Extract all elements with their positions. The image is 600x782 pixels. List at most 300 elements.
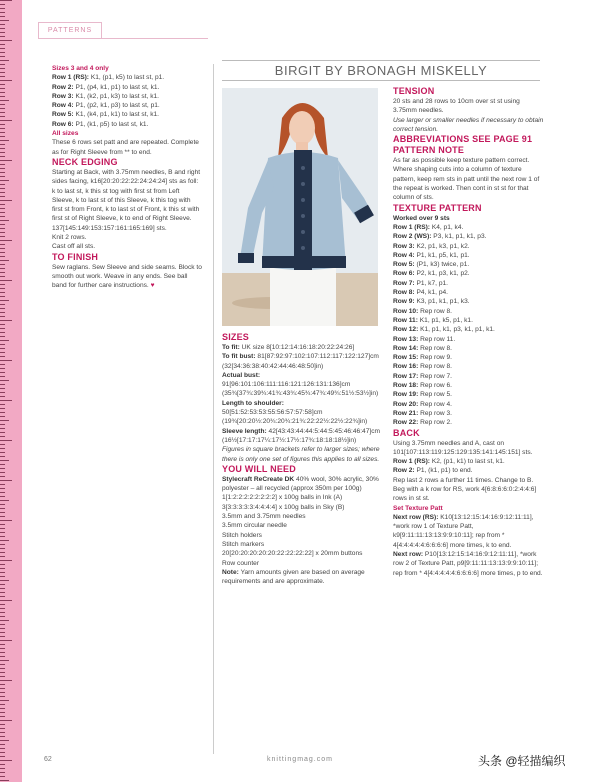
ruler-tick bbox=[0, 264, 5, 265]
sizes-list bbox=[222, 343, 380, 445]
ruler-tick bbox=[0, 228, 5, 229]
pattern-row bbox=[393, 251, 545, 260]
ruler-tick bbox=[0, 32, 5, 33]
ruler-tick bbox=[0, 504, 5, 505]
ruler-tick bbox=[0, 492, 5, 493]
pattern-row bbox=[52, 92, 202, 101]
pattern-row bbox=[393, 372, 545, 381]
row-text: P1, k1, p5, k1, p1. bbox=[414, 251, 470, 259]
row-label: Row 7: bbox=[393, 279, 415, 287]
neck-text-2: Knit 2 rows. bbox=[52, 234, 87, 242]
heading-neck-edging: NECK EDGING bbox=[52, 156, 118, 167]
ruler-tick bbox=[0, 148, 5, 149]
ruler-tick bbox=[0, 64, 5, 65]
tab-rule bbox=[38, 38, 208, 39]
pattern-row bbox=[52, 83, 202, 92]
column-divider bbox=[213, 64, 214, 754]
ruler-tick bbox=[0, 596, 5, 597]
neck-text: Starting at Back, with 3.75mm needles, B and right sides facing, k16[20:20:22:22:24:24:24] sts as foll: k to last st, k this st tog with first st from Left Sleeve, k to last st of this Sleeve, k this tog with first st from Front, k to last st of Front, k this st with first st of Right Sleeve, k to end of Right Sleeve. 137[145:149:153:157:161:165:169] sts. bbox=[52, 168, 201, 232]
pattern-row bbox=[393, 297, 545, 306]
texture-rows bbox=[393, 223, 545, 428]
row-label: Actual bust: bbox=[222, 371, 261, 379]
ruler-tick bbox=[0, 88, 5, 89]
row-text: Rep row 9. bbox=[418, 354, 452, 362]
title-rule-bottom bbox=[222, 80, 540, 81]
pattern-row bbox=[393, 269, 545, 278]
ruler-tick bbox=[0, 204, 5, 205]
ruler-tick bbox=[0, 564, 5, 565]
ruler-tick bbox=[0, 604, 5, 605]
row-text: K10[13:12:15:14:16:9:12:11:11], *work row 1 of Texture Patt, k9[9:11:11:13:13:9:9:10:11]; rep from * 4[4:4:4:4:4:6:6:6:6] more times, k to end. bbox=[393, 513, 534, 549]
ruler-tick bbox=[0, 352, 5, 353]
ruler-tick bbox=[0, 516, 5, 517]
ruler-tick bbox=[0, 52, 5, 53]
ruler-tick bbox=[0, 312, 5, 313]
yarn-name: Stylecraft ReCreate DK bbox=[222, 475, 295, 483]
ruler-tick bbox=[0, 60, 9, 61]
ruler-tick bbox=[0, 484, 5, 485]
note-text: Yarn amounts given are based on average requirements and are approximate. bbox=[222, 568, 365, 586]
ruler-tick bbox=[0, 544, 5, 545]
ruler-tick bbox=[0, 168, 5, 169]
row-text: 91[96:101:106:111:116:121:126:131:136]cm (35¾[37¾:39¾:41¾:43¾:45¾:47¾:49¾:51½:53½]in) bbox=[222, 381, 379, 398]
ruler-tick bbox=[0, 68, 5, 69]
ruler-tick bbox=[0, 628, 5, 629]
ruler-strip bbox=[0, 0, 22, 782]
ruler-tick bbox=[0, 308, 5, 309]
ruler-tick bbox=[0, 336, 5, 337]
ruler-tick bbox=[0, 44, 5, 45]
ruler-tick bbox=[0, 72, 5, 73]
ruler-tick bbox=[0, 720, 12, 721]
ruler-tick bbox=[0, 304, 5, 305]
sizes-rows bbox=[52, 73, 202, 129]
back-text: Using 3.75mm needles and A, cast on 101[107:113:119:125:129:135:141:145:151] sts. bbox=[393, 439, 533, 456]
heading-texture-pattern: TEXTURE PATTERN bbox=[393, 202, 482, 213]
page-number: 62 bbox=[44, 756, 52, 763]
ruler-tick bbox=[0, 360, 12, 361]
ruler-tick bbox=[0, 176, 5, 177]
ruler-tick bbox=[0, 584, 5, 585]
ruler-tick bbox=[0, 456, 5, 457]
materials-list bbox=[222, 493, 380, 567]
row-label: Row 4: bbox=[52, 102, 74, 110]
pattern-row bbox=[393, 550, 545, 578]
ruler-tick bbox=[0, 464, 5, 465]
ruler-tick bbox=[0, 408, 5, 409]
ruler-tick bbox=[0, 708, 5, 709]
ruler-tick bbox=[0, 92, 5, 93]
ruler-tick bbox=[0, 740, 9, 741]
row-label: Row 14: bbox=[393, 344, 419, 352]
ruler-tick bbox=[0, 748, 5, 749]
row-text: P4, k1, p4. bbox=[414, 289, 448, 297]
ruler-tick bbox=[0, 20, 9, 21]
title-rule-top bbox=[222, 60, 540, 61]
row-label: To fit: bbox=[222, 344, 240, 351]
row-text: Rep row 6. bbox=[418, 382, 452, 390]
ruler-tick bbox=[0, 152, 5, 153]
pattern-row bbox=[222, 371, 380, 399]
ruler-tick bbox=[0, 440, 12, 441]
pattern-row bbox=[393, 232, 545, 241]
heading-tension: TENSION bbox=[393, 86, 435, 96]
ruler-tick bbox=[0, 156, 5, 157]
ruler-tick bbox=[0, 732, 5, 733]
ruler-tick bbox=[0, 188, 5, 189]
yarn-text: 40% wool, 30% acrylic, 30% polyester – all recycled (approx 350m per 100g) bbox=[222, 475, 379, 493]
pattern-row bbox=[393, 279, 545, 288]
model-photo bbox=[222, 88, 378, 326]
neck-text-3: Cast off all sts. bbox=[52, 243, 96, 251]
row-label: Row 12: bbox=[393, 326, 419, 334]
ruler-tick bbox=[0, 340, 9, 341]
ruler-tick bbox=[0, 96, 5, 97]
material-item: Stitch markers bbox=[222, 540, 265, 548]
ruler-tick bbox=[0, 600, 12, 601]
row-text: Rep row 4. bbox=[418, 400, 452, 408]
ruler-tick bbox=[0, 540, 9, 541]
section-tab: PATTERNS bbox=[38, 22, 102, 39]
site-url: knittingmag.com bbox=[267, 756, 333, 763]
ruler-tick bbox=[0, 356, 5, 357]
pattern-row bbox=[393, 242, 545, 251]
ruler-tick bbox=[0, 120, 12, 121]
ruler-tick bbox=[0, 256, 5, 257]
ruler-tick bbox=[0, 128, 5, 129]
ruler-tick bbox=[0, 772, 5, 773]
ruler-tick bbox=[0, 196, 5, 197]
subheading-set-texture: Set Texture Patt bbox=[393, 504, 443, 512]
ruler-tick bbox=[0, 576, 5, 577]
ruler-tick bbox=[0, 496, 5, 497]
page-title: BIRGIT BY BRONAGH MISKELLY bbox=[274, 63, 488, 78]
row-label: Row 16: bbox=[393, 363, 419, 371]
material-item: Row counter bbox=[222, 559, 260, 567]
ruler-tick bbox=[0, 276, 5, 277]
pattern-row bbox=[393, 325, 545, 334]
row-label: Row 2: bbox=[52, 83, 74, 91]
back-rows bbox=[393, 457, 545, 476]
row-text: Rep row 11. bbox=[418, 335, 456, 343]
yarn-note bbox=[222, 568, 380, 587]
row-text: Rep row 5. bbox=[418, 391, 452, 399]
ruler-tick bbox=[0, 452, 5, 453]
ruler-tick bbox=[0, 608, 5, 609]
ruler-tick bbox=[0, 240, 12, 241]
ruler-tick bbox=[0, 580, 9, 581]
ruler-tick bbox=[0, 508, 5, 509]
all-sizes-text: These 6 rows set patt and are repeated. Complete as for Right Sleeve from ** to end. bbox=[52, 139, 199, 156]
ruler-tick bbox=[0, 36, 5, 37]
yarn-line bbox=[222, 475, 380, 494]
ruler-tick bbox=[0, 8, 5, 9]
ruler-tick bbox=[0, 288, 5, 289]
ruler-tick bbox=[0, 364, 5, 365]
row-text: P1, (p4, k1, p1) to last st, k1. bbox=[73, 83, 160, 91]
material-item: 20[20:20:20:20:20:22:22:22:22] x 20mm buttons bbox=[222, 550, 363, 558]
row-text: P3, k1, p1, k1, p3. bbox=[431, 233, 487, 241]
ruler-tick bbox=[0, 768, 5, 769]
row-label: Row 15: bbox=[393, 354, 419, 362]
ruler-tick bbox=[0, 592, 5, 593]
ruler-tick bbox=[0, 216, 5, 217]
ruler-tick bbox=[0, 280, 12, 281]
row-label: Row 20: bbox=[393, 400, 419, 408]
ruler-tick bbox=[0, 752, 5, 753]
ruler-tick bbox=[0, 40, 12, 41]
ruler-tick bbox=[0, 744, 5, 745]
row-text: P1, k7, p1. bbox=[414, 279, 448, 287]
pattern-row bbox=[52, 110, 202, 119]
ruler-tick bbox=[0, 316, 5, 317]
row-label: Next row: bbox=[393, 551, 424, 559]
ruler-tick bbox=[0, 112, 5, 113]
ruler-tick bbox=[0, 572, 5, 573]
heading-to-finish: TO FINISH bbox=[52, 251, 99, 262]
ruler-tick bbox=[0, 588, 5, 589]
subheading-sizes-3-4: Sizes 3 and 4 only bbox=[52, 65, 109, 72]
ruler-tick bbox=[0, 688, 5, 689]
row-text: K3, p1, k1, p1, k3. bbox=[414, 298, 470, 306]
ruler-tick bbox=[0, 680, 12, 681]
ruler-tick bbox=[0, 172, 5, 173]
ruler-tick bbox=[0, 136, 5, 137]
set-texture-rows bbox=[393, 513, 545, 578]
ruler-tick bbox=[0, 436, 5, 437]
ruler-tick bbox=[0, 500, 9, 501]
ruler-tick bbox=[0, 724, 5, 725]
ruler-tick bbox=[0, 640, 12, 641]
pattern-row bbox=[393, 400, 545, 409]
ruler-tick bbox=[0, 648, 5, 649]
ruler-tick bbox=[0, 260, 9, 261]
material-item: 3[3:3:3:3:3:4:4:4:4] x 100g balls in Sky (B) bbox=[222, 503, 345, 511]
ruler-tick bbox=[0, 548, 5, 549]
ruler-tick bbox=[0, 48, 5, 49]
row-text: 50[51:52:53:53:55:56:57:57:58]cm (19¾[20:20½:20¾:20¾:21¾:22:22½:22½:22¾]in) bbox=[222, 409, 368, 426]
ruler-tick bbox=[0, 324, 5, 325]
ruler-tick bbox=[0, 488, 5, 489]
tension-note: Use larger or smaller needles if necessary to obtain correct tension. bbox=[393, 116, 544, 133]
ruler-tick bbox=[0, 140, 9, 141]
ruler-tick bbox=[0, 232, 5, 233]
ruler-tick bbox=[0, 116, 5, 117]
ruler-tick bbox=[0, 212, 5, 213]
row-label: Row 8: bbox=[393, 289, 415, 297]
row-text: K1, p1, k1, p3, k1, p1, k1. bbox=[418, 326, 495, 334]
row-label: Row 10: bbox=[393, 307, 419, 315]
material-item: Stitch holders bbox=[222, 531, 262, 539]
row-text: K4, p1, k4. bbox=[430, 223, 464, 231]
ruler-tick bbox=[0, 424, 5, 425]
ruler-tick bbox=[0, 448, 5, 449]
ruler-tick bbox=[0, 396, 5, 397]
row-label: Row 19: bbox=[393, 391, 419, 399]
ruler-tick bbox=[0, 376, 5, 377]
ruler-tick bbox=[0, 124, 5, 125]
ruler-tick bbox=[0, 236, 5, 237]
ruler-tick bbox=[0, 392, 5, 393]
row-label: Row 18: bbox=[393, 382, 419, 390]
pattern-row bbox=[393, 362, 545, 371]
ruler-tick bbox=[0, 692, 5, 693]
subheading-all-sizes: All sizes bbox=[52, 130, 79, 138]
row-label: Row 1 (RS): bbox=[52, 74, 89, 82]
ruler-tick bbox=[0, 144, 5, 145]
back-text-2: Rep last 2 rows a further 11 times. Change to B. bbox=[393, 476, 534, 484]
ruler-tick bbox=[0, 388, 5, 389]
row-label: Row 6: bbox=[52, 120, 74, 128]
ruler-tick bbox=[0, 468, 5, 469]
row-label: Sleeve length: bbox=[222, 427, 267, 435]
ruler-tick bbox=[0, 684, 5, 685]
ruler-tick bbox=[0, 712, 5, 713]
ruler-tick bbox=[0, 476, 5, 477]
pattern-row bbox=[52, 101, 202, 110]
row-label: Next row (RS): bbox=[393, 513, 439, 521]
ruler-tick bbox=[0, 780, 9, 781]
pattern-row bbox=[52, 73, 202, 82]
row-label: Row 3: bbox=[52, 92, 74, 100]
pattern-row bbox=[222, 343, 380, 352]
ruler-tick bbox=[0, 348, 5, 349]
material-item: 3.5mm and 3.75mm needles bbox=[222, 513, 306, 521]
ruler-tick bbox=[0, 616, 5, 617]
row-label: Row 1 (RS): bbox=[393, 458, 430, 466]
row-label: Row 5: bbox=[393, 261, 415, 269]
pattern-row bbox=[393, 260, 545, 269]
ruler-tick bbox=[0, 416, 5, 417]
ruler-tick bbox=[0, 400, 12, 401]
pattern-row bbox=[393, 466, 545, 475]
ruler-tick bbox=[0, 56, 5, 57]
row-text: UK size 8[10:12:14:16:18:20:22:24:26] bbox=[239, 344, 355, 351]
ruler-tick bbox=[0, 660, 9, 661]
row-label: Row 17: bbox=[393, 372, 419, 380]
heading-back: BACK bbox=[393, 427, 420, 438]
row-text: Rep row 7. bbox=[418, 372, 452, 380]
row-text: P1, (k1, p5) to last st, k1. bbox=[73, 120, 149, 128]
ruler-tick bbox=[0, 444, 5, 445]
row-text: K1, (k2, p1, k3) to last st, k1. bbox=[73, 92, 160, 100]
pattern-row bbox=[393, 223, 545, 232]
ruler-tick bbox=[0, 644, 5, 645]
ruler-tick bbox=[0, 656, 5, 657]
ruler-tick bbox=[0, 432, 5, 433]
row-text: P1, (p2, k1, p3) to last st, p1. bbox=[73, 102, 160, 110]
ruler-tick bbox=[0, 192, 5, 193]
row-label: Row 13: bbox=[393, 335, 419, 343]
row-label: Length to shoulder: bbox=[222, 399, 284, 407]
row-text: Rep row 3. bbox=[418, 409, 452, 417]
finish-text bbox=[52, 263, 202, 291]
tension-text: 20 sts and 28 rows to 10cm over st st using 3.75mm needles. bbox=[393, 98, 520, 115]
row-text: 81[87:92:97:102:107:112:117:122:127]cm (32[34:36:38:40:42:44:46:48:50]in) bbox=[222, 353, 379, 370]
heading-abbreviations: ABBREVIATIONS SEE PAGE 91 bbox=[393, 134, 533, 145]
ruler-tick bbox=[0, 528, 5, 529]
row-text: Rep row 8. bbox=[418, 307, 452, 315]
note-label: Note: bbox=[222, 568, 239, 576]
ruler-tick bbox=[0, 296, 5, 297]
pattern-row bbox=[222, 399, 380, 427]
row-text: Rep row 8. bbox=[418, 344, 452, 352]
row-label: Row 9: bbox=[393, 298, 415, 306]
ruler-tick bbox=[0, 80, 12, 81]
ruler-tick bbox=[0, 320, 12, 321]
ruler-tick bbox=[0, 420, 9, 421]
ruler-tick bbox=[0, 368, 5, 369]
row-text: P1, (k1, p1) to end. bbox=[414, 467, 473, 475]
ruler-tick bbox=[0, 372, 5, 373]
row-label: Row 6: bbox=[393, 270, 415, 278]
column-middle bbox=[222, 332, 380, 586]
material-item: 3.5mm circular needle bbox=[222, 522, 287, 530]
ruler-tick bbox=[0, 668, 5, 669]
ruler-tick bbox=[0, 224, 5, 225]
ruler-tick bbox=[0, 160, 12, 161]
row-text: K2, p1, k3, p1, k2. bbox=[414, 242, 470, 250]
ruler-tick bbox=[0, 764, 5, 765]
ruler-tick bbox=[0, 556, 5, 557]
ruler-tick bbox=[0, 248, 5, 249]
row-label: Row 22: bbox=[393, 419, 419, 427]
ruler-tick bbox=[0, 220, 9, 221]
ruler-tick bbox=[0, 632, 5, 633]
model-illustration bbox=[222, 88, 378, 326]
row-label: Row 21: bbox=[393, 409, 419, 417]
back-text-3: Beg with a k row for RS, work 4[6:8:6:6:0:2:4:4:6] rows in st st. bbox=[393, 485, 537, 503]
ruler-tick bbox=[0, 704, 5, 705]
ruler-tick bbox=[0, 552, 5, 553]
ruler-tick bbox=[0, 536, 5, 537]
ruler-tick bbox=[0, 532, 5, 533]
pattern-row bbox=[52, 120, 202, 129]
row-label: Row 5: bbox=[52, 111, 74, 119]
column-left bbox=[52, 64, 202, 291]
row-text: K2, (p1, k1) to last st, k1. bbox=[430, 458, 505, 466]
pattern-row bbox=[393, 288, 545, 297]
ruler-tick bbox=[0, 24, 5, 25]
heading-sizes: SIZES bbox=[222, 332, 250, 342]
ruler-tick bbox=[0, 284, 5, 285]
pattern-row bbox=[393, 418, 545, 427]
pattern-row bbox=[222, 427, 380, 446]
ruler-tick bbox=[0, 624, 5, 625]
ruler-tick bbox=[0, 328, 5, 329]
ruler-tick bbox=[0, 568, 5, 569]
ruler-tick bbox=[0, 380, 9, 381]
pattern-row bbox=[393, 390, 545, 399]
ruler-tick bbox=[0, 460, 9, 461]
ruler-tick bbox=[0, 672, 5, 673]
row-text: K1, (k4, p1, k1) to last st, k1. bbox=[73, 111, 160, 119]
pattern-row bbox=[393, 381, 545, 390]
ruler-tick bbox=[0, 108, 5, 109]
ruler-tick bbox=[0, 244, 5, 245]
ruler-tick bbox=[0, 620, 9, 621]
ruler-tick bbox=[0, 332, 5, 333]
ruler-tick bbox=[0, 472, 5, 473]
pattern-row bbox=[393, 307, 545, 316]
row-text: P10[13:12:15:14:16:9:12:11:11], *work row 2 of Texture Patt, p9[9:11:11:13:13:9:9:10:11]; rep from * 4[4:4:4:4:4:6:6:6:6] more times, p to end. bbox=[393, 551, 543, 577]
ruler-tick bbox=[0, 700, 9, 701]
pattern-row bbox=[393, 409, 545, 418]
pattern-row bbox=[222, 352, 380, 371]
ruler-tick bbox=[0, 520, 12, 521]
pattern-row bbox=[393, 513, 545, 550]
row-label: Row 1 (RS): bbox=[393, 223, 430, 231]
